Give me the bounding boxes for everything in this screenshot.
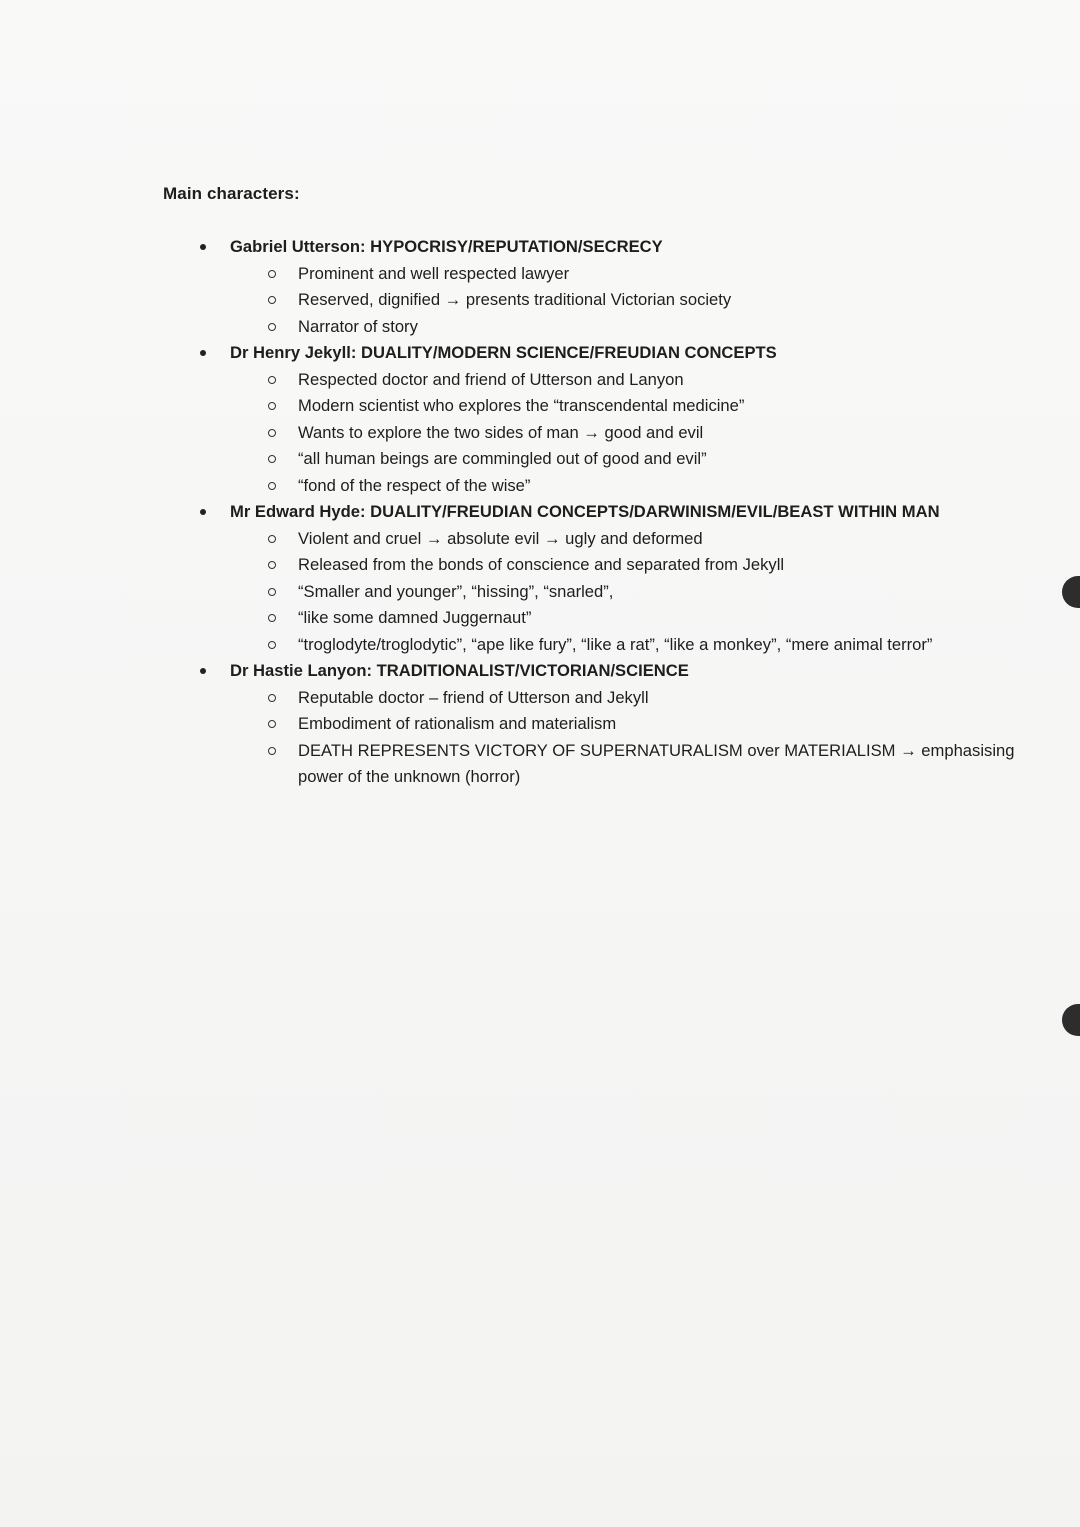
list-item: “Smaller and younger”, “hissing”, “snarled”, — [298, 579, 1043, 606]
circle-bullet-icon — [268, 561, 276, 569]
list-item: Reputable doctor – friend of Utterson and Jekyll — [298, 685, 1043, 712]
character-points — [230, 367, 1043, 500]
list-item: “all human beings are commingled out of good and evil” — [298, 446, 1043, 473]
circle-bullet-icon — [268, 270, 276, 278]
circle-bullet-icon — [268, 614, 276, 622]
bullet-icon — [200, 668, 206, 674]
list-item: “troglodyte/troglodytic”, “ape like fury”, “like a rat”, “like a monkey”, “mere animal terror” — [298, 632, 1043, 659]
character-title: Mr Edward Hyde: DUALITY/FREUDIAN CONCEPTS/DARWINISM/EVIL/BEAST WITHIN MAN — [230, 499, 1043, 526]
list-item: “fond of the respect of the wise” — [298, 473, 1043, 500]
character-hyde — [163, 499, 1043, 658]
list-item: Violent and cruel → absolute evil → ugly and deformed — [298, 526, 1043, 553]
notes-content — [163, 184, 1043, 791]
list-item: Respected doctor and friend of Utterson and Lanyon — [298, 367, 1043, 394]
list-item: Narrator of story — [298, 314, 1043, 341]
circle-bullet-icon — [268, 694, 276, 702]
circle-bullet-icon — [268, 429, 276, 437]
character-lanyon — [163, 658, 1043, 791]
circle-bullet-icon — [268, 296, 276, 304]
character-points — [230, 685, 1043, 791]
circle-bullet-icon — [268, 455, 276, 463]
list-item: Reserved, dignified → presents traditional Victorian society — [298, 287, 1043, 314]
list-item: “like some damned Juggernaut” — [298, 605, 1043, 632]
character-title: Dr Henry Jekyll: DUALITY/MODERN SCIENCE/FREUDIAN CONCEPTS — [230, 340, 1043, 367]
character-title: Dr Hastie Lanyon: TRADITIONALIST/VICTORIAN/SCIENCE — [230, 658, 1043, 685]
list-item: DEATH REPRESENTS VICTORY OF SUPERNATURALISM over MATERIALISM → emphasising power of the unknown (horror) — [298, 738, 1043, 791]
circle-bullet-icon — [268, 720, 276, 728]
circle-bullet-icon — [268, 535, 276, 543]
circle-bullet-icon — [268, 323, 276, 331]
list-item: Prominent and well respected lawyer — [298, 261, 1043, 288]
circle-bullet-icon — [268, 588, 276, 596]
bullet-icon — [200, 350, 206, 356]
circle-bullet-icon — [268, 641, 276, 649]
circle-bullet-icon — [268, 482, 276, 490]
character-jekyll — [163, 340, 1043, 499]
character-title: Gabriel Utterson: HYPOCRISY/REPUTATION/SECRECY — [230, 234, 1043, 261]
circle-bullet-icon — [268, 376, 276, 384]
circle-bullet-icon — [268, 747, 276, 755]
list-item: Released from the bonds of conscience and separated from Jekyll — [298, 552, 1043, 579]
character-utterson — [163, 234, 1043, 340]
character-points — [230, 261, 1043, 341]
bullet-icon — [200, 509, 206, 515]
list-item: Modern scientist who explores the “transcendental medicine” — [298, 393, 1043, 420]
page-heading: Main characters: — [163, 184, 300, 203]
list-item: Wants to explore the two sides of man → good and evil — [298, 420, 1043, 447]
circle-bullet-icon — [268, 402, 276, 410]
list-item: Embodiment of rationalism and materialism — [298, 711, 1043, 738]
character-points — [230, 526, 1043, 659]
bullet-icon — [200, 244, 206, 250]
